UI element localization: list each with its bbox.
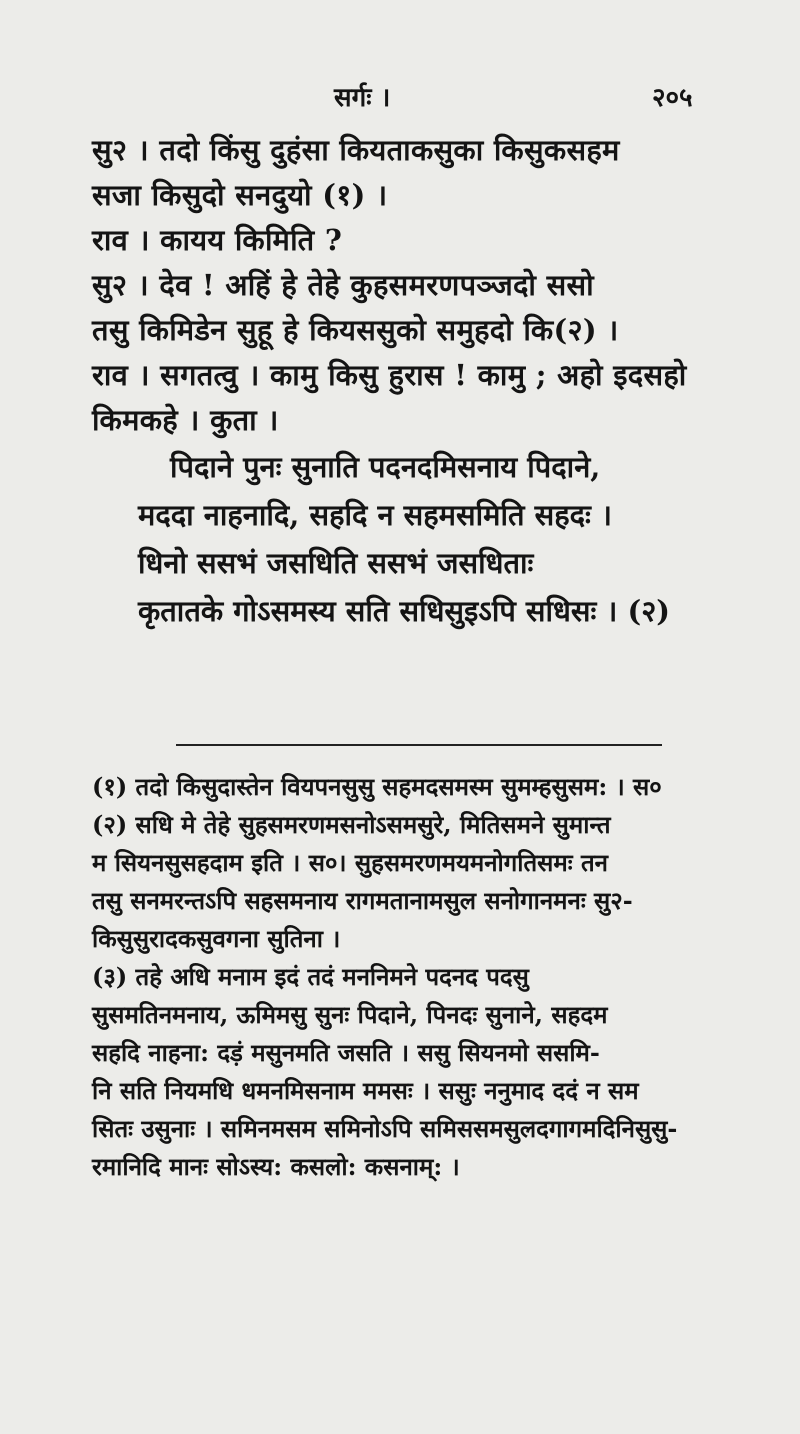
dialogue-line: राव । कायय किमिति ? [92,223,343,257]
footnote-line: (१) तदो किसुदास्तेन वियपनसुसु सहमदसमस्म सुमम्हसुसम: । स० [92,772,662,801]
page-header [0,78,800,118]
footnote-line: सितः उसुनाः । समिनमसम समिनोऽपि समिससमसुलदगागमदिनिसुसु- [92,1114,678,1143]
footnote-line: नि सति नियमधि धमनमिसनाम ममसः । ससुः ननुमाद ददं न सम [92,1076,639,1105]
footnote-line: सहदि नाहना: दड़ं मसुनमति जसति । ससु सियनमो ससमि- [92,1038,600,1067]
dialogue-line: सु२ । तदो किंसु दुहंसा कियताकसुका किसुकसहम [92,133,620,167]
footnote-line: रमानिदि मानः सोऽस्य: कसलो: कसनाम्: । [92,1152,460,1181]
footnote-line: (३) तहे अधि मनाम इदं तदं मननिमने पदनद पदसु [92,962,529,991]
footnote-line: किसुसुरादकसुवगना सुतिना । [92,924,341,953]
running-title: सर्गः । [334,83,391,113]
verse-line: पिदाने पुनः सुनाति पदनदमिसनाय पिदाने, [170,450,601,484]
verse-line: धिनो ससभं जसधिति ससभं जसधिताः [138,546,534,580]
footnotes [92,768,722,1186]
verse-line: मददा नाहनादि, सहदि न सहमसमिति सहदः । [138,498,612,532]
dialogue-line: सजा किसुदो सनदुयो (१) । [92,178,388,212]
dialogue-line: किमकहे । कुता । [92,403,279,437]
footnote-line: (२) सधि मे तेहे सुहसमरणमसनोऽसमसुरे, मितिसमने सुमान्त [92,810,611,839]
main-text [92,128,722,635]
dialogue-line: राव । सगतत्वु । कामु किसु हुरास ! कामु ; अहो इदसहो [92,358,687,392]
footnote-line: म सियनसुसहदाम इति । स०। सुहसमरणमयमनोगतिसमः तन [92,848,608,877]
footnote-line: तसु सनमरन्तऽपि सहसमनाय रागमतानामसुल सनोगानमनः सु२- [92,886,633,915]
verse-line: कृतातके गोऽसमस्य सति सधिसुइऽपि सधिसः । (२) [138,594,671,628]
dialogue-line: सु२ । देव ! अहिं हे तेहे कुहसमरणपञ्जदो ससो [92,268,594,302]
footnote-line: सुसमतिनमनाय, ऊमिमसु सुनः पिदाने, पिनदः सुनाने, सहदम [92,1000,608,1029]
dialogue-line: तसु किमिडेन सुहू हे कियससुको समुहदो कि(२) । [92,313,619,347]
footnote-divider [176,744,662,746]
page-number: २०५ [652,83,693,113]
